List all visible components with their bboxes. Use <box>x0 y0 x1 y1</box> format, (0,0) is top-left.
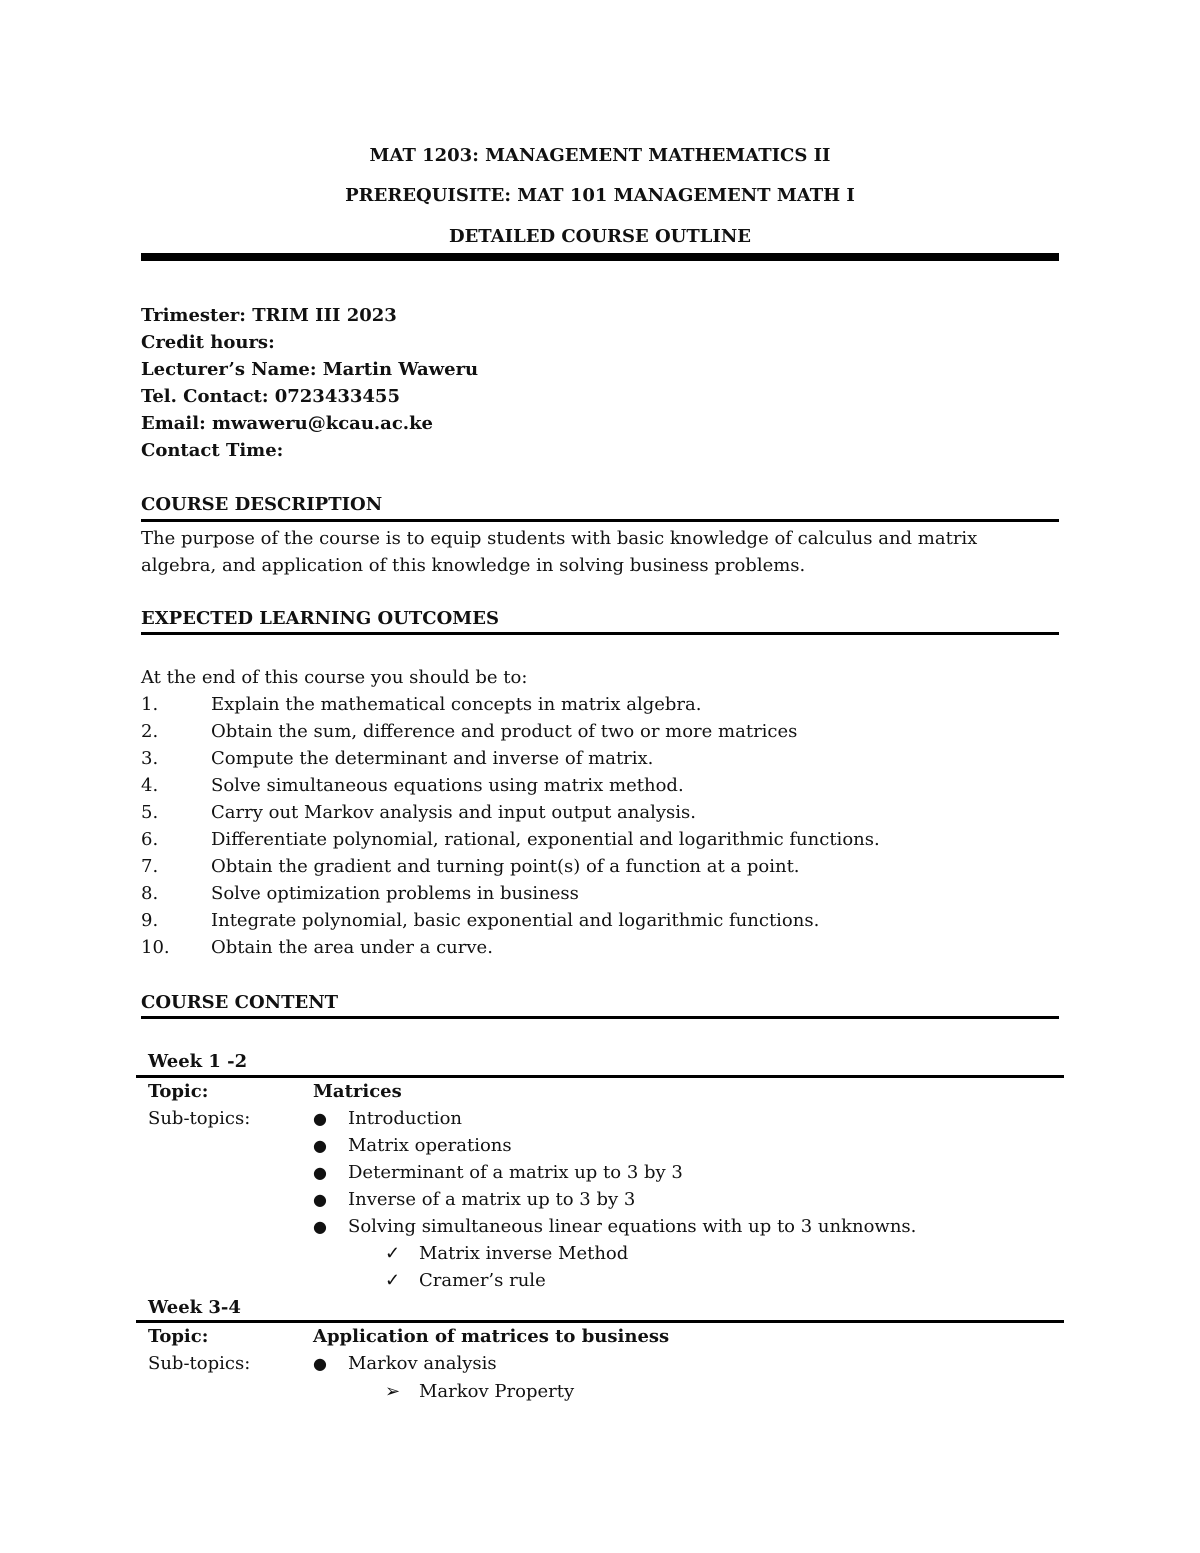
week-3-4-label: Week 3-4 <box>148 1297 241 1318</box>
list-item: 10. Obtain the area under a curve. <box>141 937 493 958</box>
check-icon: ✓ <box>385 1270 401 1291</box>
subtopic-item: ● Markov analysis <box>313 1353 497 1374</box>
learning-outcomes-heading: EXPECTED LEARNING OUTCOMES <box>141 608 499 629</box>
description-line-2: algebra, and application of this knowledge in solving business problems. <box>141 555 806 576</box>
topic-label: Topic: <box>148 1326 209 1347</box>
content-divider <box>141 1016 1059 1019</box>
outcomes-intro: At the end of this course you should be to: <box>141 667 528 688</box>
subtopic-item: ● Determinant of a matrix up to 3 by 3 <box>313 1162 683 1183</box>
learning-outcomes-list <box>141 666 880 963</box>
subtopic-item: ● Inverse of a matrix up to 3 by 3 <box>313 1189 636 1210</box>
check-icon: ✓ <box>385 1243 401 1264</box>
outline-title: DETAILED COURSE OUTLINE <box>448 226 752 247</box>
contact-time-line: Contact Time: <box>141 440 284 461</box>
list-item: 2. Obtain the sum, difference and product of two or more matrices <box>141 721 798 742</box>
detail-item: ➢ Markov Property <box>385 1381 575 1402</box>
bullet-icon: ● <box>313 1163 327 1182</box>
list-item: 9. Integrate polynomial, basic exponential and logarithmic functions. <box>141 910 820 931</box>
subtopics-label: Sub-topics: <box>148 1108 251 1129</box>
topic-value: Matrices <box>313 1081 402 1102</box>
bullet-icon: ● <box>313 1217 327 1236</box>
prerequisite-title: PREREQUISITE: MAT 101 MANAGEMENT MATH I <box>345 185 855 206</box>
list-item: 7. Obtain the gradient and turning point(s) of a function at a point. <box>141 856 800 877</box>
list-item: 8. Solve optimization problems in business <box>141 883 579 904</box>
bullet-icon: ● <box>313 1136 327 1155</box>
course-title: MAT 1203: MANAGEMENT MATHEMATICS II <box>369 145 831 166</box>
method-item: ✓ Cramer’s rule <box>385 1270 546 1291</box>
course-content-heading: COURSE CONTENT <box>141 992 339 1013</box>
description-divider <box>141 519 1059 522</box>
week-3-4-divider <box>136 1320 1064 1323</box>
topic-label: Topic: <box>148 1081 209 1102</box>
arrow-icon: ➢ <box>385 1381 401 1402</box>
tel-line: Tel. Contact: 0723433455 <box>141 386 400 407</box>
list-item: 6. Differentiate polynomial, rational, exponential and logarithmic functions. <box>141 829 880 850</box>
method-item: ✓ Matrix inverse Method <box>385 1243 629 1264</box>
list-item: 4. Solve simultaneous equations using matrix method. <box>141 775 684 796</box>
subtopic-item: ● Matrix operations <box>313 1135 512 1156</box>
header-divider <box>141 253 1059 261</box>
trimester-line: Trimester: TRIM III 2023 <box>141 305 397 326</box>
description-line-1: The purpose of the course is to equip students with basic knowledge of calculus and matrix <box>141 528 978 549</box>
subtopics-label: Sub-topics: <box>148 1353 251 1374</box>
bullet-icon: ● <box>313 1109 327 1128</box>
week-1-2-label: Week 1 -2 <box>148 1051 248 1072</box>
topic-value: Application of matrices to business <box>313 1326 670 1347</box>
course-description-heading: COURSE DESCRIPTION <box>141 494 383 515</box>
subtopic-item: ● Solving simultaneous linear equations with up to 3 unknowns. <box>313 1216 917 1237</box>
list-item: 3. Compute the determinant and inverse of matrix. <box>141 748 654 769</box>
outcomes-divider <box>141 632 1059 635</box>
list-item: 5. Carry out Markov analysis and input output analysis. <box>141 802 696 823</box>
credit-hours-line: Credit hours: <box>141 332 275 353</box>
bullet-icon: ● <box>313 1354 327 1373</box>
week-1-2-divider <box>136 1075 1064 1078</box>
bullet-icon: ● <box>313 1190 327 1209</box>
course-description-text <box>141 525 1059 579</box>
email-line: Email: mwaweru@kcau.ac.ke <box>141 413 433 434</box>
lecturer-line: Lecturer’s Name: Martin Waweru <box>141 359 479 380</box>
course-info <box>141 304 478 466</box>
list-item: 1. Explain the mathematical concepts in matrix algebra. <box>141 694 702 715</box>
subtopic-item: ● Introduction <box>313 1108 462 1129</box>
